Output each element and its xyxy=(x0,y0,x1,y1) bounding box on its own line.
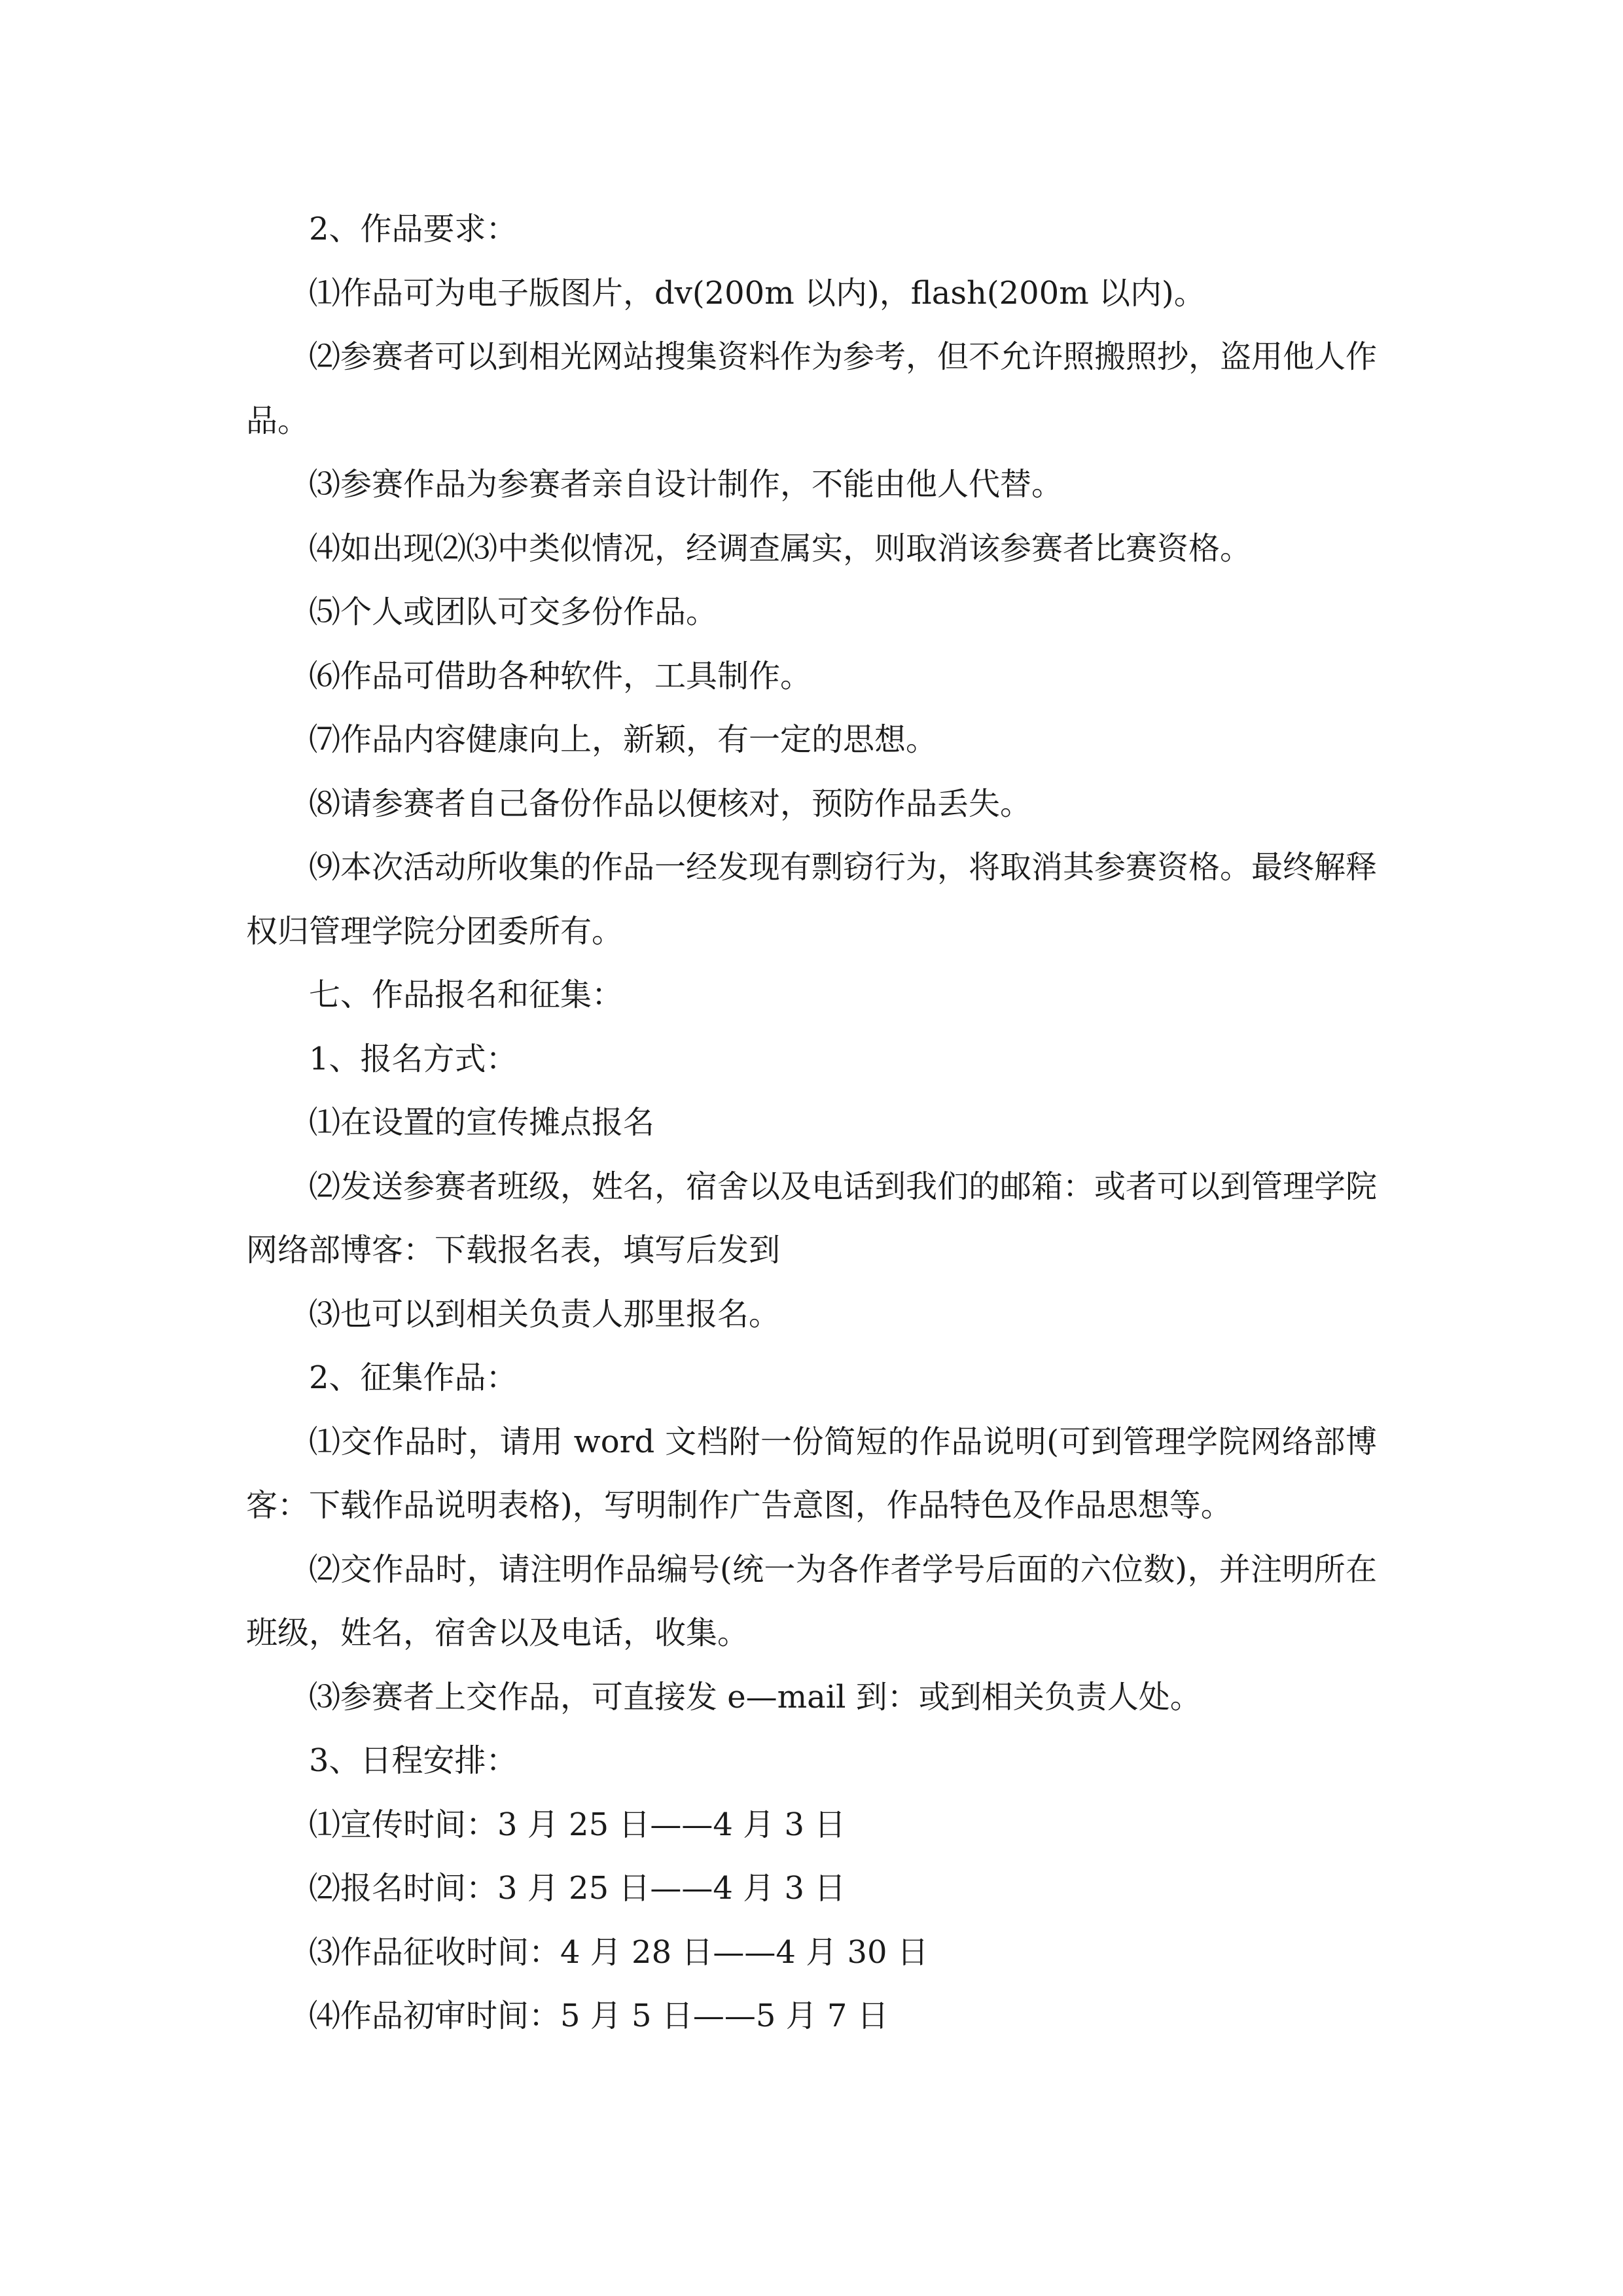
section-heading: 2、征集作品： xyxy=(309,1359,518,1396)
list-item: ⑶参赛者上交作品，可直接发 e—mail 到：或到相关负责人处。 xyxy=(309,1678,1202,1715)
list-item: ⑶参赛作品为参赛者亲自设计制作，不能由他人代替。 xyxy=(309,466,1063,503)
list-item: ⑺作品内容健康向上，新颖，有一定的思想。 xyxy=(309,721,938,758)
list-item: ⑴作品可为电子版图片，dv(200m 以内)，flash(200m 以内)。 xyxy=(309,274,1205,312)
section-heading: 1、报名方式： xyxy=(309,1040,518,1077)
list-item: ⑵参赛者可以到相光网站搜集资料作为参考，但不允许照搬照抄，盗用他人作品。 xyxy=(246,338,1378,439)
section-heading: 3、日程安排： xyxy=(309,1742,518,1779)
list-item: ⑼本次活动所收集的作品一经发现有剽窃行为，将取消其参赛资格。最终解释权归管理学院分团委所有。 xyxy=(246,849,1378,950)
list-item: ⑴在设置的宣传摊点报名 xyxy=(309,1104,655,1141)
list-item: ⑸个人或团队可交多份作品。 xyxy=(309,594,718,630)
list-item: ⑷如出现⑵⑶中类似情况，经调查属实，则取消该参赛者比赛资格。 xyxy=(309,529,1252,567)
schedule-item: ⑴宣传时间：3 月 25 日——4 月 3 日 xyxy=(309,1806,846,1843)
schedule-item: ⑷作品初审时间：5 月 5 日——5 月 7 日 xyxy=(309,1998,889,2034)
document-body xyxy=(246,198,1377,2049)
section-heading: 七、作品报名和征集： xyxy=(309,977,624,1013)
schedule-item: ⑵报名时间：3 月 25 日——4 月 3 日 xyxy=(309,1870,846,1907)
list-item: ⑵交作品时，请注明作品编号(统一为各作者学号后面的六位数)，并注明所在班级，姓名，宿舍以及电话，收集。 xyxy=(246,1551,1377,1651)
section-heading: 2、作品要求： xyxy=(309,211,518,247)
list-item: ⑹作品可借助各种软件，工具制作。 xyxy=(309,657,812,694)
list-item: ⑶也可以到相关负责人那里报名。 xyxy=(309,1295,781,1333)
list-item: ⑴交作品时，请用 word 文档附一份简短的作品说明(可到管理学院网络部博客：下载作品说明表格)，写明制作广告意图，作品特色及作品思想等。 xyxy=(246,1423,1377,1524)
schedule-item: ⑶作品征收时间：4 月 28 日——4 月 30 日 xyxy=(309,1933,929,1971)
list-item: ⑻请参赛者自己备份作品以便核对，预防作品丢失。 xyxy=(309,785,1032,822)
list-item: ⑵发送参赛者班级，姓名，宿舍以及电话到我们的邮箱：或者可以到管理学院网络部博客：下载报名表，填写后发到 xyxy=(246,1168,1378,1268)
